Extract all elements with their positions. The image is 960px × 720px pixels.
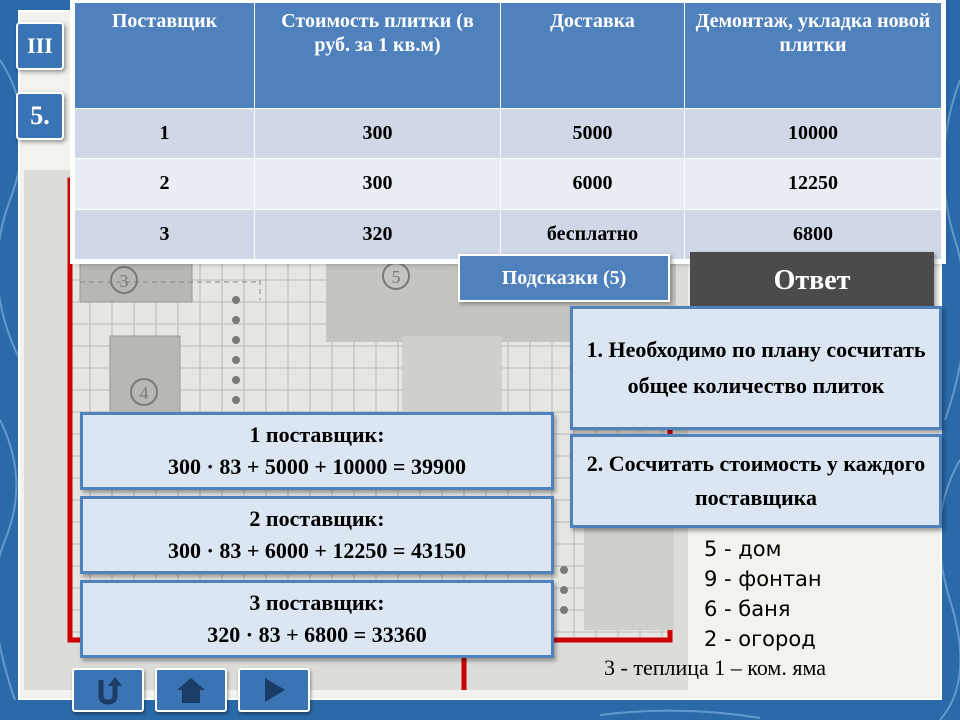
solution-supplier-3 (80, 580, 554, 658)
hint-text: 1. Необходимо по плану сосчитать общее количество плиток (586, 337, 926, 398)
home-button[interactable] (155, 668, 227, 712)
plan-label-4: 4 (139, 383, 149, 403)
table-header-row (75, 3, 942, 109)
table-cell: 300 (255, 159, 501, 209)
legend-item: 2 - огород (704, 627, 816, 651)
table-cell: 3 (75, 209, 255, 259)
answer-button[interactable]: Ответ (690, 252, 934, 310)
hint-callout-1[interactable] (570, 306, 942, 430)
header-delivery: Доставка (501, 3, 685, 109)
solution-title: 1 поставщик: (249, 422, 385, 447)
table-cell: 5000 (501, 109, 685, 159)
table-cell: 6000 (501, 159, 685, 209)
plan-label-3: 3 (119, 271, 129, 291)
solution-formula: 320 · 83 + 6800 = 33360 (207, 622, 427, 647)
table-cell: 10000 (685, 109, 942, 159)
hint-text: 2. Сосчитать стоимость у каждого поставщика (586, 451, 926, 510)
task-number-badge: 5. (16, 92, 64, 140)
solution-title: 2 поставщик: (249, 506, 385, 531)
section-badge: III (16, 22, 64, 70)
plan-label-5: 5 (391, 267, 401, 287)
legend-item-last: 3 - теплица 1 – ком. яма (604, 655, 826, 680)
solution-title: 3 поставщик: (249, 590, 385, 615)
table-cell: бесплатно (501, 209, 685, 259)
hints-button[interactable]: Подсказки (5) (458, 254, 670, 302)
hint-callout-2[interactable] (570, 434, 942, 528)
supplier-price-table (74, 2, 942, 260)
solution-supplier-2 (80, 496, 554, 574)
legend-item: 6 - баня (704, 597, 791, 621)
next-button[interactable] (238, 668, 310, 712)
table-cell: 300 (255, 109, 501, 159)
table-cell: 320 (255, 209, 501, 259)
play-triangle-icon (259, 675, 289, 705)
return-arrow-icon (91, 674, 125, 706)
solution-formula: 300 · 83 + 5000 + 10000 = 39900 (168, 454, 466, 479)
header-installation: Демонтаж, укладка новой плитки (685, 3, 942, 109)
table-row (75, 109, 942, 159)
legend-item: 9 - фонтан (704, 567, 822, 591)
legend-item: 5 - дом (704, 537, 782, 561)
solution-formula: 300 · 83 + 6000 + 12250 = 43150 (168, 538, 466, 563)
solution-supplier-1 (80, 412, 554, 490)
table-cell: 6800 (685, 209, 942, 259)
table-cell: 2 (75, 159, 255, 209)
table-cell: 1 (75, 109, 255, 159)
plan-legend (704, 534, 822, 654)
back-button[interactable] (72, 668, 144, 712)
home-icon (173, 674, 209, 706)
table-row (75, 159, 942, 209)
header-tile-cost: Стоимость плитки (в руб. за 1 кв.м) (255, 3, 501, 109)
header-supplier: Поставщик (75, 3, 255, 109)
table-cell: 12250 (685, 159, 942, 209)
